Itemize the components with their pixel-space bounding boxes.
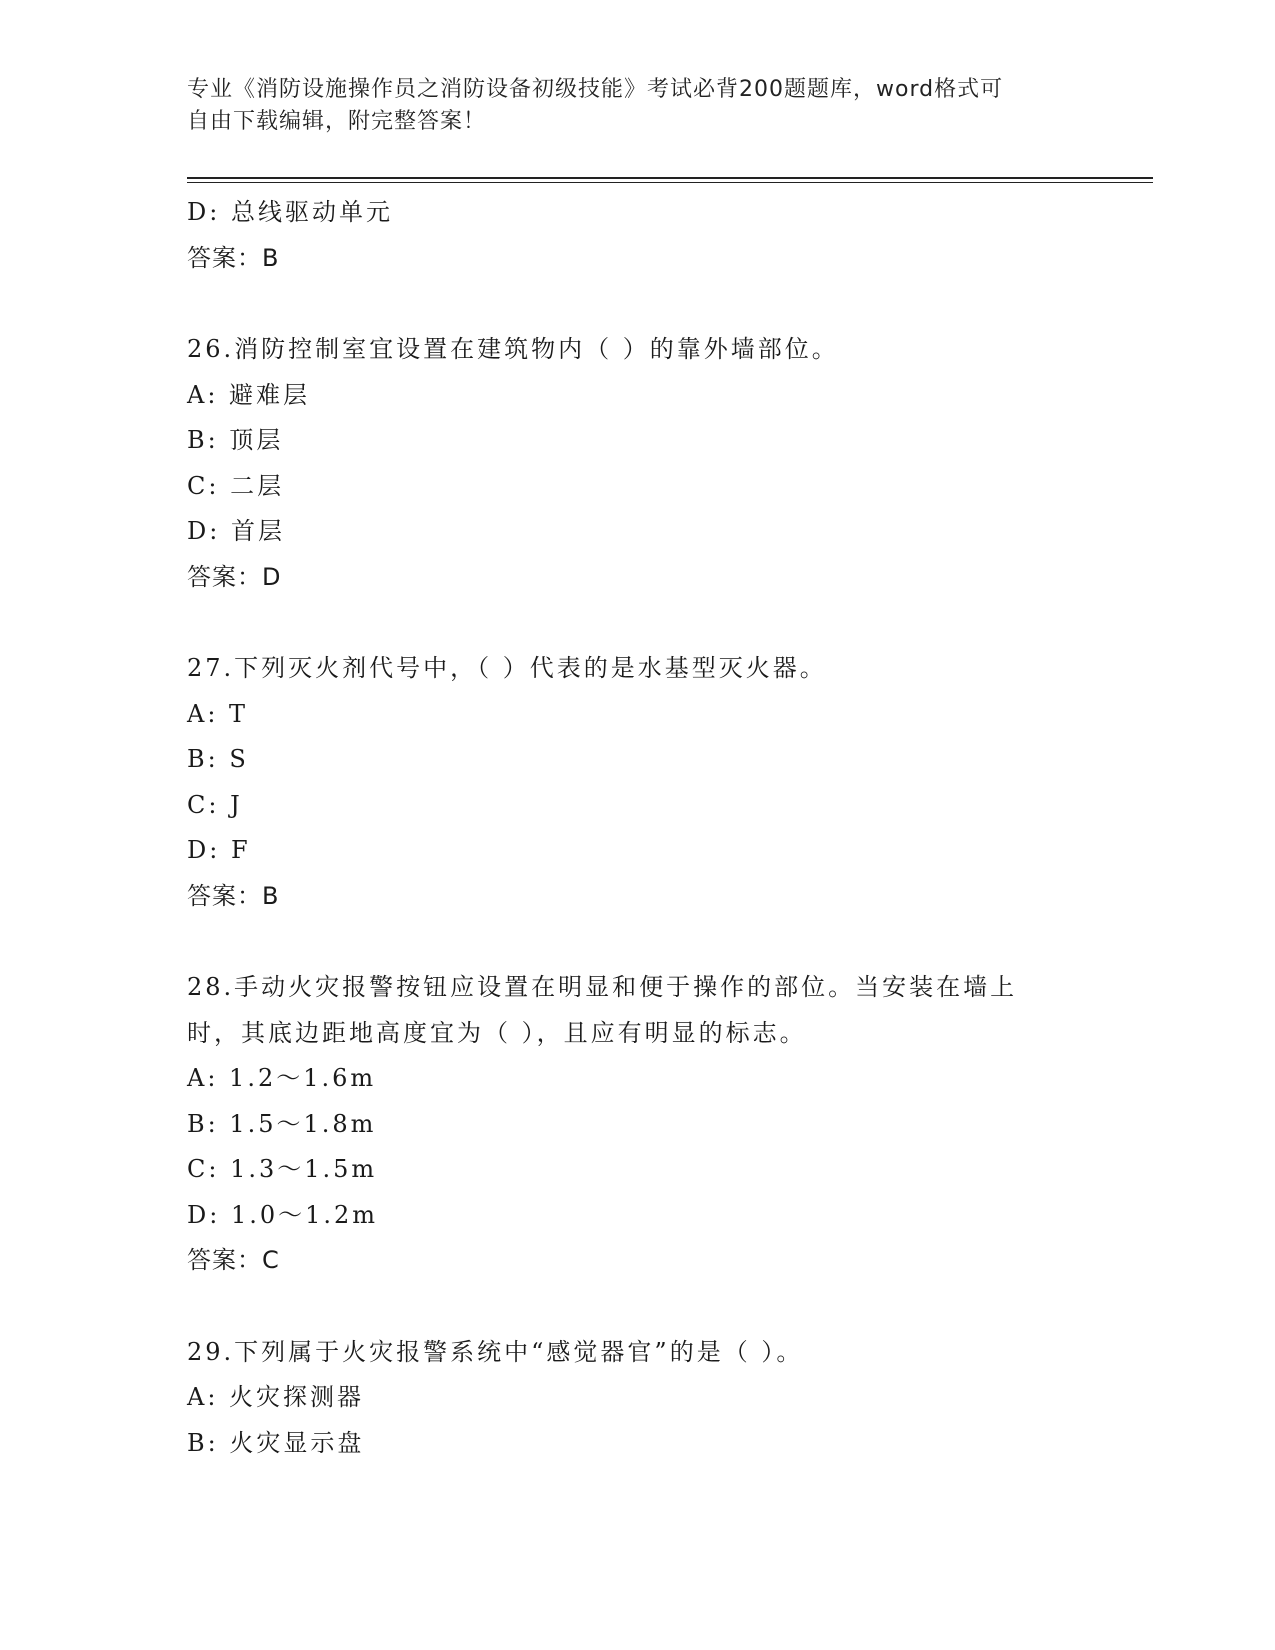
option-a: A: 火灾探测器 (187, 1383, 365, 1411)
document-header (187, 74, 1087, 138)
option-b: B: 顶层 (187, 426, 284, 454)
option-b: B: 火灾显示盘 (187, 1428, 365, 1457)
question-stem: 27.下列灭火剂代号中，（ ）代表的是水基型灭火器。 (187, 654, 827, 682)
answer: 答案：B (187, 881, 280, 910)
option-d: D: 1.0～1.2m (187, 1200, 379, 1229)
prev-answer: 答案：B (187, 243, 280, 272)
spacer (187, 281, 1087, 327)
option-c: C: J (187, 790, 243, 819)
prev-option-d: D: 总线驱动单元 (187, 198, 393, 226)
option-c: C: 1.3～1.5m (187, 1155, 378, 1183)
option-b: B: 1.5～1.8m (187, 1109, 377, 1138)
option-d: D: F (187, 836, 251, 864)
option-a: A: T (187, 699, 249, 728)
question-stem-line-1: 28.手动火灾报警按钮应设置在明显和便于操作的部位。当安装在墙上 (187, 973, 1018, 1001)
option-d: D: 首层 (187, 517, 285, 545)
question-stem: 26.消防控制室宜设置在建筑物内（ ）的靠外墙部位。 (187, 335, 839, 363)
question-26 (187, 327, 1087, 600)
question-27 (187, 646, 1087, 919)
header-rule-thick (187, 177, 1153, 179)
spacer (187, 600, 1087, 646)
header-line-2: 自由下载编辑，附完整答案！ (187, 109, 487, 134)
question-28 (187, 965, 1087, 1284)
question-stem-line-2: 时，其底边距地高度宜为（ ），且应有明显的标志。 (187, 1018, 807, 1047)
spacer (187, 919, 1087, 965)
option-b: B: S (187, 745, 249, 773)
answer: 答案：C (187, 1246, 280, 1274)
option-a: A: 避难层 (187, 380, 311, 409)
question-stem: 29.下列属于火灾报警系统中“感觉器官”的是（ ）。 (187, 1337, 804, 1366)
answer: 答案：D (187, 562, 282, 591)
spacer (187, 1284, 1087, 1330)
header-line-1: 专业《消防设施操作员之消防设备初级技能》考试必背200题题库，word格式可 (187, 77, 1004, 102)
option-a: A: 1.2～1.6m (187, 1064, 377, 1092)
question-list (187, 190, 1087, 1466)
option-c: C: 二层 (187, 471, 285, 500)
header-rule-thin (187, 182, 1153, 183)
question-29 (187, 1330, 1087, 1467)
